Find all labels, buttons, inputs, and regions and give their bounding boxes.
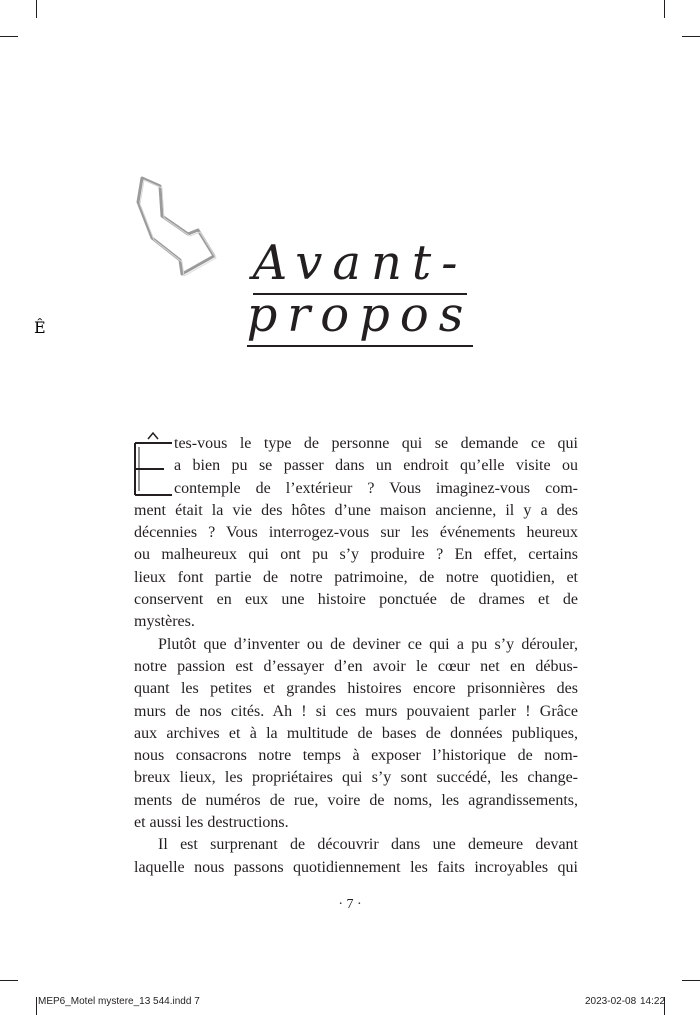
text-line: Il est surprenant de découvrir dans une demeure devant xyxy=(158,836,578,854)
paragraph-2 xyxy=(134,634,578,835)
text-line: murs de nos cités. Ah ! si ces murs pouvaient parler ! Grâce xyxy=(134,702,578,720)
paragraph-1 xyxy=(134,433,578,634)
title-avant: Avant- xyxy=(253,235,468,295)
text-line: laquelle nous passons quotidiennement les faits incroyables qui xyxy=(134,858,578,876)
title-line-1 xyxy=(230,236,490,290)
crop-mark-left-top xyxy=(0,36,18,37)
text-line: décennies ? Vous interrogez-vous sur les événements heureux xyxy=(134,524,578,542)
text-line: tes-vous le type de personne qui se demande ce qui xyxy=(174,435,578,452)
crop-mark-left-bottom xyxy=(0,980,18,981)
text-line: breux lieux, les propriétaires qui s’y sont succédé, les change- xyxy=(134,769,578,787)
text-line: Plutôt que d’inventer ou de deviner ce qui a pu s’y dérouler, xyxy=(158,635,578,653)
footer-date: 2023-02-08 xyxy=(585,996,637,1007)
text-line: mystères. xyxy=(134,613,195,631)
text-line: conservent en eux une histoire ponctuée de drames et de xyxy=(134,591,578,609)
title-propos: propos xyxy=(247,287,474,347)
text-line: quant les petites et grandes histoires encore prisonnières des xyxy=(134,680,578,698)
dropcap-letter: Ê xyxy=(34,318,46,337)
page-number: · 7 · xyxy=(338,897,362,912)
text-line: contemple de l’extérieur ? Vous imaginez-vous com- xyxy=(174,479,578,497)
crop-mark-top-left xyxy=(36,0,37,18)
text-line: aux archives et à la multitude de bases de données publiques, xyxy=(134,724,578,742)
arrow-icon xyxy=(128,176,228,280)
footer-file-name: MEP6_Motel mystere_13 544.indd 7 xyxy=(38,996,200,1007)
crop-mark-top-right xyxy=(664,0,665,18)
text-line: ment était la vie des hôtes d’une maison ancienne, il y a des xyxy=(134,501,578,519)
paragraph-3 xyxy=(134,834,578,879)
crop-mark-bottom-left xyxy=(36,997,37,1015)
text-line: ou malheureux qui ont pu s’y produire ? En effet, certains xyxy=(134,546,578,564)
text-line: nous consacrons notre temps à exposer l’historique de nom- xyxy=(134,747,578,765)
text-line: lieux font partie de notre patrimoine, de notre quotidien, et xyxy=(134,568,578,586)
text-line: notre passion est d’essayer d’en avoir le cœur net en débus- xyxy=(134,657,578,675)
body-text xyxy=(134,433,578,879)
crop-mark-right-bottom xyxy=(682,980,700,981)
crop-mark-right-top xyxy=(682,36,700,37)
text-line: a bien pu se passer dans un endroit qu’elle visite ou xyxy=(174,457,578,475)
title-line-2 xyxy=(230,288,490,342)
text-line: et aussi les destructions. xyxy=(134,814,289,832)
text-line: ments de numéros de rue, voire de noms, les agrandissements, xyxy=(134,791,578,809)
footer-time: 14:22 xyxy=(640,996,666,1007)
